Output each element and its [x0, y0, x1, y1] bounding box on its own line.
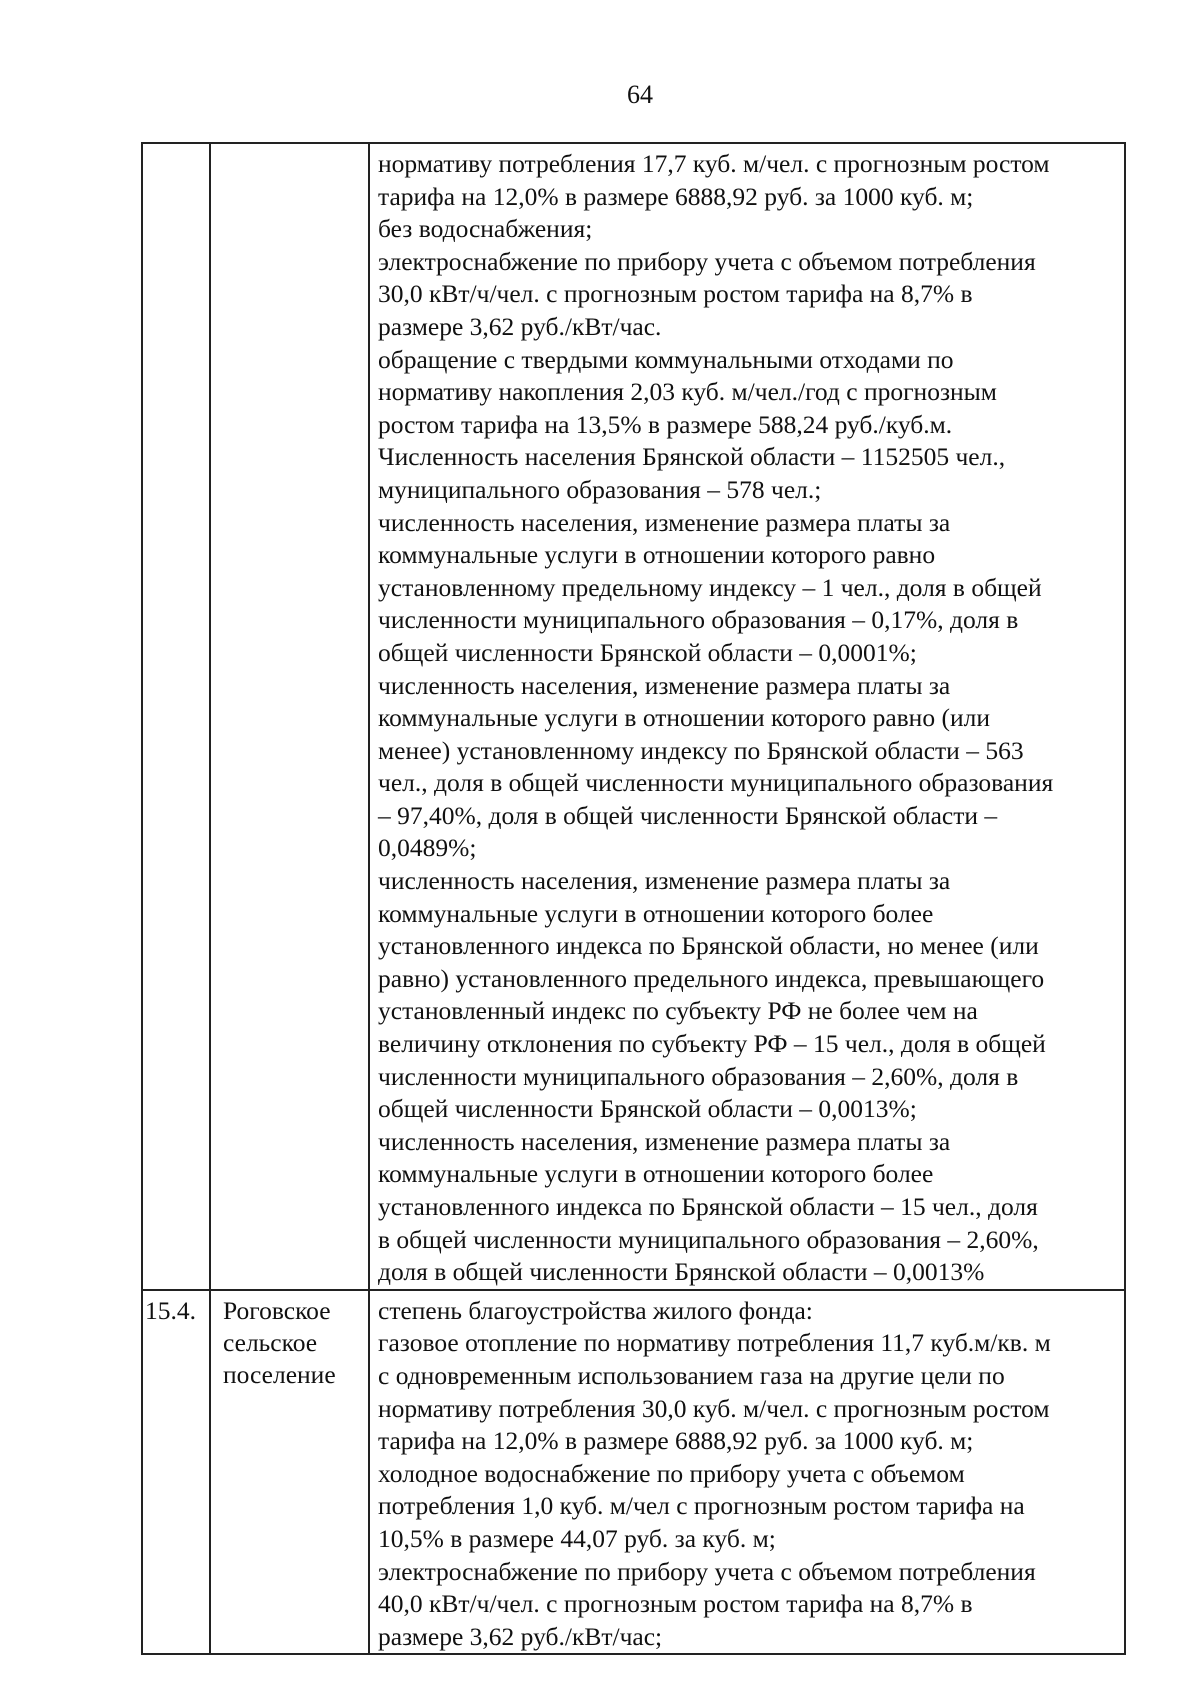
description-line: 10,5% в размере 44,07 руб. за куб. м;	[378, 1523, 776, 1553]
description-cell	[369, 1290, 1125, 1655]
description-line: численность населения, изменение размера платы за	[378, 507, 951, 537]
description-line: размере 3,62 руб./кВт/час;	[378, 1621, 663, 1651]
settlement-name-cell	[210, 1290, 369, 1655]
description-line: величину отклонения по субъекту РФ – 15 чел., доля в общей	[378, 1029, 1046, 1059]
table-row	[142, 1290, 1125, 1655]
description-line: общей численности Брянской области – 0,0013%;	[378, 1094, 917, 1124]
description-line: газовое отопление по нормативу потребления 11,7 куб.м/кв. м	[378, 1328, 1051, 1358]
description-line: потребления 1,0 куб. м/чел с прогнозным ростом тарифа на	[378, 1491, 1025, 1521]
description-line: тарифа на 12,0% в размере 6888,92 руб. за 1000 куб. м;	[378, 181, 974, 211]
description-line: 30,0 кВт/ч/чел. с прогнозным ростом тарифа на 8,7% в	[378, 279, 973, 309]
description-line: 0,0489%;	[378, 833, 477, 863]
page-number: 64	[627, 80, 653, 109]
description-line: Численность населения Брянской области – 1152505 чел.,	[378, 442, 1006, 472]
settlement-name-line: Роговское	[223, 1295, 331, 1325]
description-line: нормативу потребления 30,0 куб. м/чел. с прогнозным ростом	[378, 1393, 1050, 1423]
description-line: чел., доля в общей численности муниципального образования	[378, 768, 1054, 798]
description-line: нормативу накопления 2,03 куб. м/чел./год с прогнозным	[378, 377, 997, 407]
description-line: размере 3,62 руб./кВт/час.	[378, 311, 662, 341]
description-line: электроснабжение по прибору учета с объемом потребления	[378, 246, 1036, 276]
description-line: установленного индекса по Брянской области, но менее (или	[378, 931, 1039, 961]
description-line: коммунальные услуги в отношении которого равно	[378, 540, 936, 570]
row-number-cell	[142, 143, 210, 1290]
description-line: коммунальные услуги в отношении которого более	[378, 1159, 934, 1189]
description-line: степень благоустройства жилого фонда:	[378, 1295, 813, 1325]
description-line: численность населения, изменение размера платы за	[378, 1126, 951, 1156]
description-line: обращение с твердыми коммунальными отходами по	[378, 344, 954, 374]
description-line: численности муниципального образования – 0,17%, доля в	[378, 605, 1019, 635]
table-row	[142, 143, 1125, 1290]
description-line: доля в общей численности Брянской области – 0,0013%	[378, 1257, 985, 1287]
description-cell	[369, 143, 1125, 1290]
settlement-name-line: поселение	[223, 1359, 336, 1389]
settlement-name-line: сельское	[223, 1327, 318, 1357]
description-line: в общей численности муниципального образования – 2,60%,	[378, 1224, 1039, 1254]
description-line: менее) установленному индексу по Брянской области – 563	[378, 735, 1024, 765]
description-line: муниципального образования – 578 чел.;	[378, 474, 822, 504]
document-table	[141, 142, 1126, 1655]
description-line: общей численности Брянской области – 0,0001%;	[378, 637, 917, 667]
description-line: холодное водоснабжение по прибору учета с объемом	[378, 1458, 965, 1488]
description-line: коммунальные услуги в отношении которого более	[378, 898, 934, 928]
description-line: тарифа на 12,0% в размере 6888,92 руб. за 1000 куб. м;	[378, 1426, 974, 1456]
description-line: установленному предельному индексу – 1 чел., доля в общей	[378, 572, 1042, 602]
settlement-name-cell	[210, 143, 369, 1290]
description-line: без водоснабжения;	[378, 214, 593, 244]
description-line: ростом тарифа на 13,5% в размере 588,24 руб./куб.м.	[378, 409, 953, 439]
description-line: коммунальные услуги в отношении которого равно (или	[378, 703, 990, 733]
description-line: с одновременным использованием газа на другие цели по	[378, 1360, 1005, 1390]
description-line: равно) установленного предельного индекса, превышающего	[378, 963, 1045, 993]
row-number: 15.4.	[145, 1295, 196, 1325]
description-line: численность населения, изменение размера платы за	[378, 670, 951, 700]
description-line: численность населения, изменение размера платы за	[378, 866, 951, 896]
row-number-cell	[142, 1290, 210, 1655]
description-line: 40,0 кВт/ч/чел. с прогнозным ростом тарифа на 8,7% в	[378, 1589, 973, 1619]
description-line: – 97,40%, доля в общей численности Брянской области –	[378, 800, 998, 830]
description-line: электроснабжение по прибору учета с объемом потребления	[378, 1556, 1036, 1586]
description-line: численности муниципального образования – 2,60%, доля в	[378, 1061, 1019, 1091]
description-line: установленного индекса по Брянской области – 15 чел., доля	[378, 1192, 1038, 1221]
description-line: установленный индекс по субъекту РФ не более чем на	[378, 996, 978, 1026]
description-line: нормативу потребления 17,7 куб. м/чел. с прогнозным ростом	[378, 149, 1050, 178]
